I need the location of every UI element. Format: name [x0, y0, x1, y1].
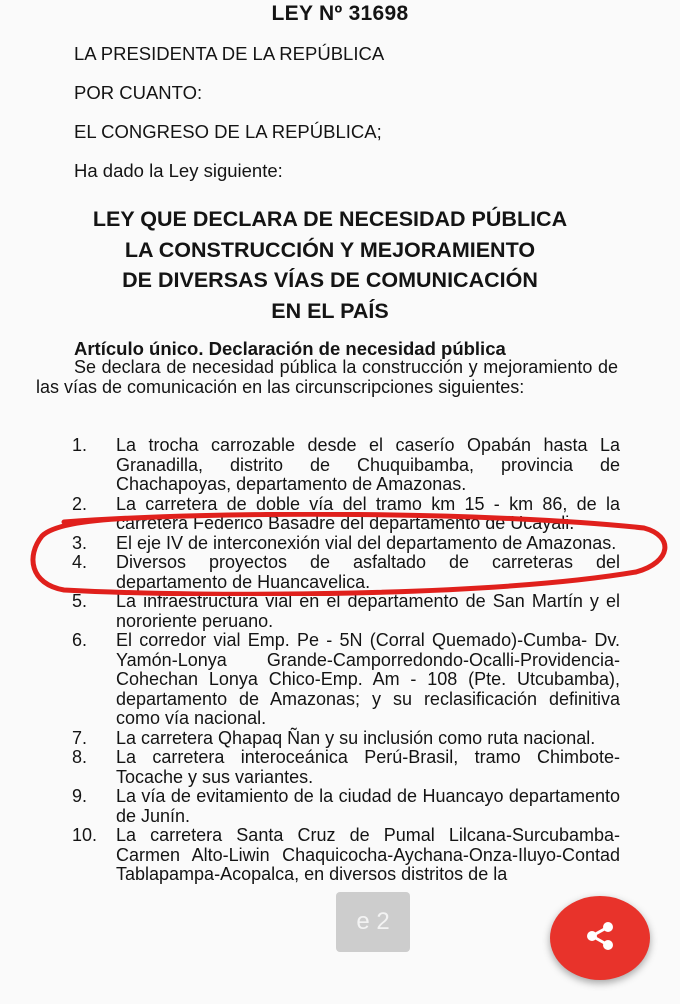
item-number: 10. — [72, 825, 98, 845]
share-icon — [580, 916, 620, 961]
item-number: 1. — [72, 435, 88, 455]
road-list — [72, 436, 620, 885]
item-number: 8. — [72, 747, 88, 767]
article-body — [36, 358, 618, 397]
preamble-line: Ha dado la Ley siguiente: — [74, 160, 283, 181]
item-text: La carretera interoceánica Perú-Brasil, tramo Chimbote-Tocache y sus variantes. — [116, 747, 620, 787]
law-number: LEY Nº 31698 — [271, 2, 409, 25]
article-heading: Artículo único. Declaración de necesidad pública — [74, 338, 506, 359]
preamble-line: LA PRESIDENTA DE LA REPÚBLICA — [74, 43, 385, 64]
share-button[interactable] — [550, 896, 650, 980]
item-number: 4. — [72, 552, 88, 572]
law-title-line: DE DIVERSAS VÍAS DE COMUNICACIÓN — [122, 268, 538, 292]
item-text: El eje IV de interconexión vial del departamento de Amazonas. — [116, 532, 617, 553]
item-number: 5. — [72, 591, 88, 611]
list-item — [72, 748, 620, 787]
item-text: La carretera Santa Cruz de Pumal Lilcana-Surcubamba-Carmen Alto-Liwin Chaquicocha-Aychana-Onza-Iluyo-Contad Tablapampa-Acopalca, en diversos distritos de la — [116, 825, 620, 884]
law-title-line: LEY QUE DECLARA DE NECESIDAD PÚBLICA — [92, 207, 568, 231]
preamble-line: POR CUANTO: — [74, 82, 203, 103]
item-text: La trocha carrozable desde el caserío Opabán hasta La Granadilla, distrito de Chuquibamba, provincia de Chachapoyas, departamento de Amazonas. — [116, 435, 620, 494]
item-number: 7. — [72, 727, 88, 748]
page-indicator: e 2 — [336, 892, 410, 952]
law-title — [0, 204, 660, 326]
list-item — [72, 436, 620, 495]
list-item — [72, 729, 620, 749]
article-body-text: Se declara de necesidad pública la construcción y mejoramiento de las vías de comunicación en las circunscripciones siguientes: — [36, 357, 618, 397]
item-number: 6. — [72, 630, 88, 650]
item-text: La infraestructura vial en el departamento de San Martín y el nororiente peruano. — [116, 591, 620, 631]
preamble-line: EL CONGRESO DE LA REPÚBLICA; — [74, 121, 382, 142]
item-number: 9. — [72, 786, 88, 806]
item-text: El corredor vial Emp. Pe - 5N (Corral Quemado)-Cumba- Dv. Yamón-Lonya Grande-Camporredondo-Ocalli-Providencia-Cohechan Lonya Chico-Emp. Am - 108 (Pte. Utcubamba), departamento de Amazonas; y su reclasificación definitiva como vía nacional. — [116, 630, 620, 728]
item-text: La carretera de doble vía del tramo km 15 - km 86, de la carretera Federico Basadre del departamento de Ucayali. — [116, 493, 620, 533]
list-item — [72, 592, 620, 631]
item-number: 3. — [72, 532, 88, 553]
list-item — [72, 631, 620, 729]
item-number: 2. — [72, 493, 88, 514]
list-item — [72, 553, 620, 592]
item-text: La vía de evitamiento de la ciudad de Huancayo departamento de Junín. — [116, 786, 620, 826]
law-title-line: LA CONSTRUCCIÓN Y MEJORAMIENTO — [124, 237, 536, 262]
item-text: La carretera Qhapaq Ñan y su inclusión como ruta nacional. — [116, 727, 596, 748]
item-text: Diversos proyectos de asfaltado de carreteras del departamento de Huancavelica. — [116, 552, 620, 592]
list-item — [72, 495, 620, 534]
list-item — [72, 826, 620, 885]
list-item — [72, 534, 620, 554]
list-item — [72, 787, 620, 826]
law-title-line: EN EL PAÍS — [271, 298, 389, 323]
